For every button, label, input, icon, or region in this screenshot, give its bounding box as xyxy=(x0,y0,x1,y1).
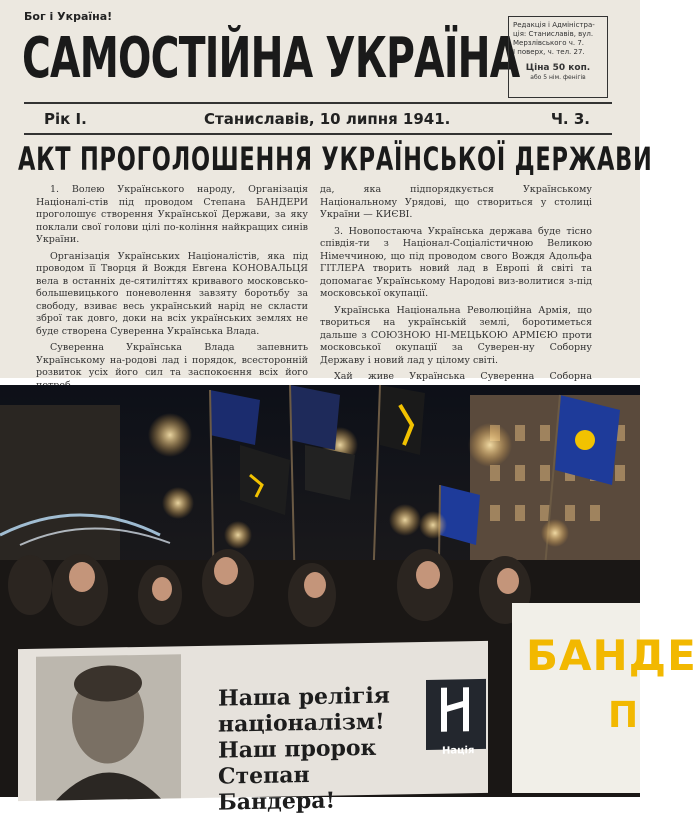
newspaper-year: Рік І. xyxy=(44,110,87,128)
newspaper-headline: АКТ ПРОГОЛОШЕННЯ УКРАЇНСЬКОЇ ДЕРЖАВИ xyxy=(18,140,653,178)
divider xyxy=(24,133,612,135)
banner-slogan-line: націоналізм! xyxy=(218,708,385,738)
article-paragraph: 1. Волею Українського народу, Організація Націоналі-стів під проводом Степана БАНДЕРИ проголошує створення Української Держави, за яку поклали свої голови цілі по-коління найкращих синів України. xyxy=(36,184,308,245)
article-paragraph: да, яка підпорядкується Українському Національному Урядові, що створиться у столиці України — КИЄВІ. xyxy=(320,184,592,220)
article-paragraph: Організація Українських Націоналістів, яка під проводом її Творця й Вождя Евгена КОНОВАЛЬЦЯ вела в останніх де-сятиліттях кривавого московсько-большевицького поневолення завзяту боротьбу за свободу, взиває весь український нарід не скласти зброї так довго, доки на всіх українських землях не буде створена Суверенна Українська Влада. xyxy=(36,250,308,337)
building-left xyxy=(0,405,120,585)
info-line: Редакція і Адміністра- xyxy=(513,21,595,29)
article-paragraph: 3. Новопостаюча Українська держава буде тісно співдія-ти з Націонал-Соціалістичною Великою Німеччиною, що під проводом свого Вождя Адольфа ГІТЛЕРА творить новий лад в Европі й світі та допомагає Українському Народові виз-волитися з-під московської окупації. xyxy=(320,225,592,299)
torchlight-march-photo xyxy=(0,385,697,816)
banner-slogan-line: Наша релігія xyxy=(218,682,390,712)
banner-right-text-2: П xyxy=(608,695,639,736)
newspaper-info-box xyxy=(508,16,608,98)
banner-right-text: БАНДЕ xyxy=(526,631,697,680)
info-line: Мерзлівського ч. 7. xyxy=(513,39,584,47)
newspaper-issue: Ч. 3. xyxy=(550,110,590,128)
portrait-image xyxy=(36,654,181,801)
divider xyxy=(24,102,612,104)
newspaper-masthead: САМОСТІЙНА УКРАЇНА xyxy=(22,26,520,91)
newspaper-motto: Бог і Україна! xyxy=(24,10,113,23)
logo-label: Нація xyxy=(442,745,475,757)
article-paragraph: Хай живе Українська Суверенна Соборна xyxy=(334,371,592,382)
newspaper-dateline xyxy=(24,110,612,130)
newspaper-price: Ціна 50 коп. xyxy=(525,63,591,73)
newspaper-price-note: або 5 нім. фенігів xyxy=(530,74,586,81)
info-line: І поверх, ч. тел. 27. xyxy=(513,48,585,56)
wolfsangel-logo xyxy=(426,679,486,750)
banner-left xyxy=(18,641,488,816)
newspaper-date: Станиславів, 10 липня 1941. xyxy=(204,110,451,128)
newspaper-clipping xyxy=(0,0,653,382)
banner-slogan-line: Степан Бандера! xyxy=(218,762,336,816)
banner-slogan xyxy=(218,682,398,815)
article-paragraph: Українська Національна Революційна Армія, що твориться на українській землі, боротиметься дальше з СОЮЗНОЮ НІ-МЕЦЬКОЮ АРМІЄЮ проти московської окупації за Суверен-ну Соборну Державу і новий лад у цілому світі. xyxy=(320,304,592,366)
info-line: ція: Станиславів, вул. xyxy=(513,30,594,38)
banner-slogan-line: Наш пророк xyxy=(218,734,377,764)
article-paragraph: Суверенна Українська Влада запевнить Українському на-родові лад і порядок, всесторонній розвиток усіх його сил та заспокоєння всіх його xyxy=(36,342,308,378)
banner-right xyxy=(512,603,697,793)
